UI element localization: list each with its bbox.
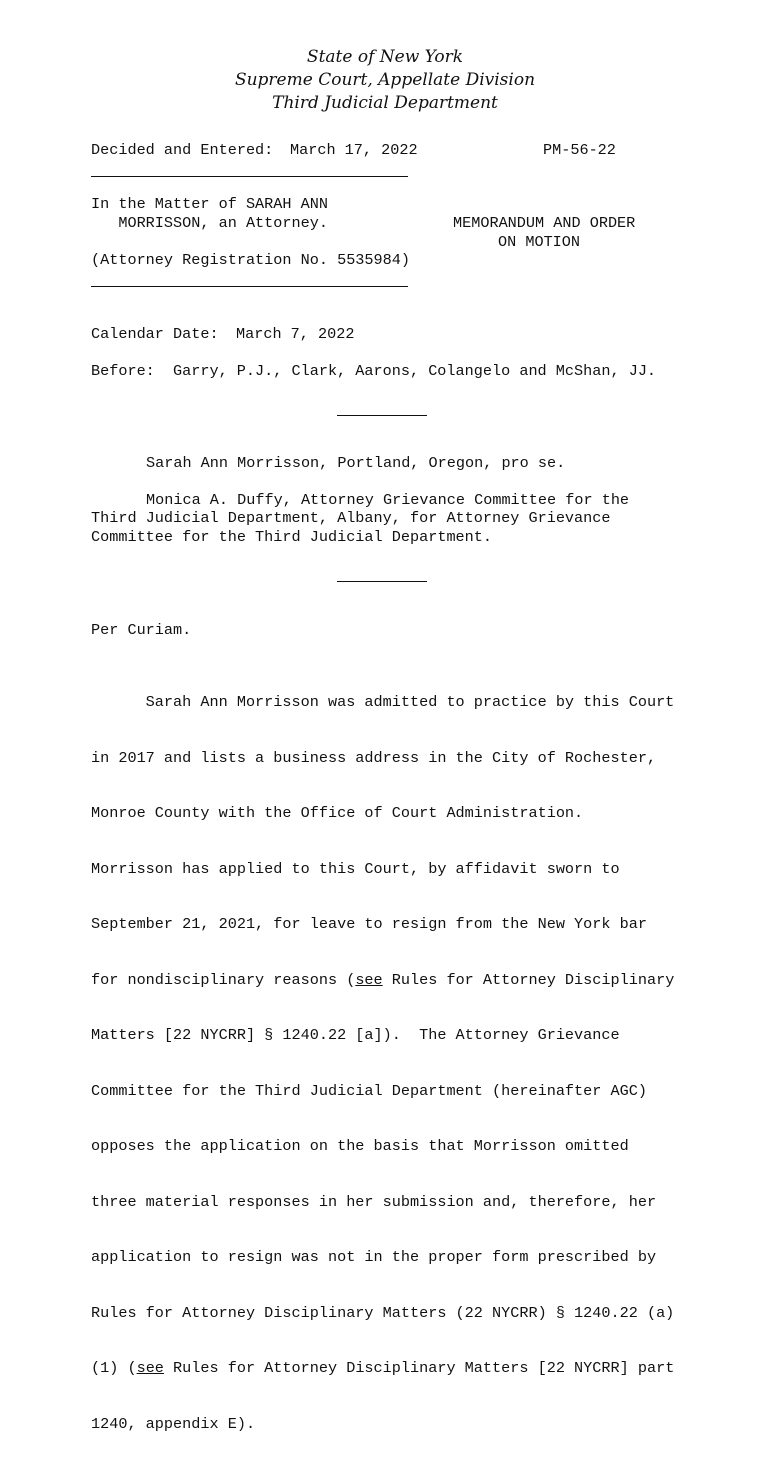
opinion-line: Committee for the Third Judicial Department (hereinafter AGC) — [91, 1081, 647, 1100]
docket-number: PM-56-22 — [543, 141, 616, 159]
order-title-line-1: MEMORANDUM AND ORDER — [453, 214, 636, 232]
opinion-line: opposes the application on the basis that Morrisson omitted — [91, 1137, 629, 1155]
citation-signal-see: see — [355, 970, 383, 989]
opinion-line-text: for nondisciplinary reasons ( — [91, 970, 356, 989]
matter-line-2: MORRISSON, an Attorney. — [91, 214, 328, 232]
opinion-line: application to resign was not in the proper form prescribed by — [91, 1248, 657, 1266]
opinion-line-text: Rules for Attorney Disciplinary Matters [22 NYCRR] part — [163, 1359, 675, 1377]
calendar-date: March 7, 2022 — [236, 325, 355, 343]
opinion-line — [91, 1359, 674, 1378]
court-name: Supreme Court, Appellate Division — [234, 70, 536, 90]
opinion-line: three material responses in her submission and, therefore, her — [91, 1192, 657, 1211]
section-divider-1 — [337, 415, 427, 416]
appearance-respondent: Sarah Ann Morrisson, Portland, Oregon, pro se. — [146, 454, 566, 472]
citation-signal-see: see — [136, 1359, 164, 1377]
caption-rule-top — [91, 176, 408, 177]
opinion-line-text: Rules for Attorney Disciplinary — [382, 970, 675, 989]
opinion-line-text: (1) ( — [91, 1359, 137, 1377]
registration-number: (Attorney Registration No. 5535984) — [91, 251, 410, 269]
bench-judges: Garry, P.J., Clark, Aarons, Colangelo and McShan, JJ. — [173, 362, 657, 380]
section-divider-2 — [337, 581, 427, 582]
opinion-line: Matters [22 NYCRR] § 1240.22 [a]). The Attorney Grievance — [91, 1026, 620, 1044]
caption-rule-bottom — [91, 286, 408, 287]
opinion-line — [91, 971, 674, 990]
order-title-line-2: ON MOTION — [498, 233, 581, 251]
appearance-agc-line-2: Third Judicial Department, Albany, for Attorney Grievance — [91, 509, 611, 527]
appearance-agc-line-1: Monica A. Duffy, Attorney Grievance Committee for the — [146, 491, 630, 509]
opinion-line: Sarah Ann Morrisson was admitted to practice by this Court — [91, 693, 675, 711]
decided-date: March 17, 2022 — [290, 141, 418, 159]
court-state: State of New York — [306, 47, 464, 67]
before-label: Before: — [91, 362, 155, 380]
decided-label: Decided and Entered: — [91, 141, 274, 159]
calendar-label: Calendar Date: — [91, 325, 219, 343]
appearance-agc-line-3: Committee for the Third Judicial Department. — [91, 528, 493, 546]
opinion-line: 1240, appendix E). — [91, 1414, 256, 1433]
opinion-body — [91, 656, 674, 1470]
opinion-heading: Per Curiam. — [91, 621, 192, 639]
opinion-line: in 2017 and lists a business address in the City of Rochester, — [91, 748, 657, 767]
opinion-line: Morrisson has applied to this Court, by affidavit sworn to — [91, 859, 620, 878]
matter-line-1: In the Matter of SARAH ANN — [91, 195, 328, 213]
court-heading — [0, 46, 770, 115]
opinion-line: Monroe County with the Office of Court Administration. — [91, 804, 584, 822]
opinion-line: September 21, 2021, for leave to resign from the New York bar — [91, 915, 647, 933]
court-department: Third Judicial Department — [272, 93, 498, 113]
opinion-line: Rules for Attorney Disciplinary Matters (22 NYCRR) § 1240.22 (a) — [91, 1303, 675, 1322]
